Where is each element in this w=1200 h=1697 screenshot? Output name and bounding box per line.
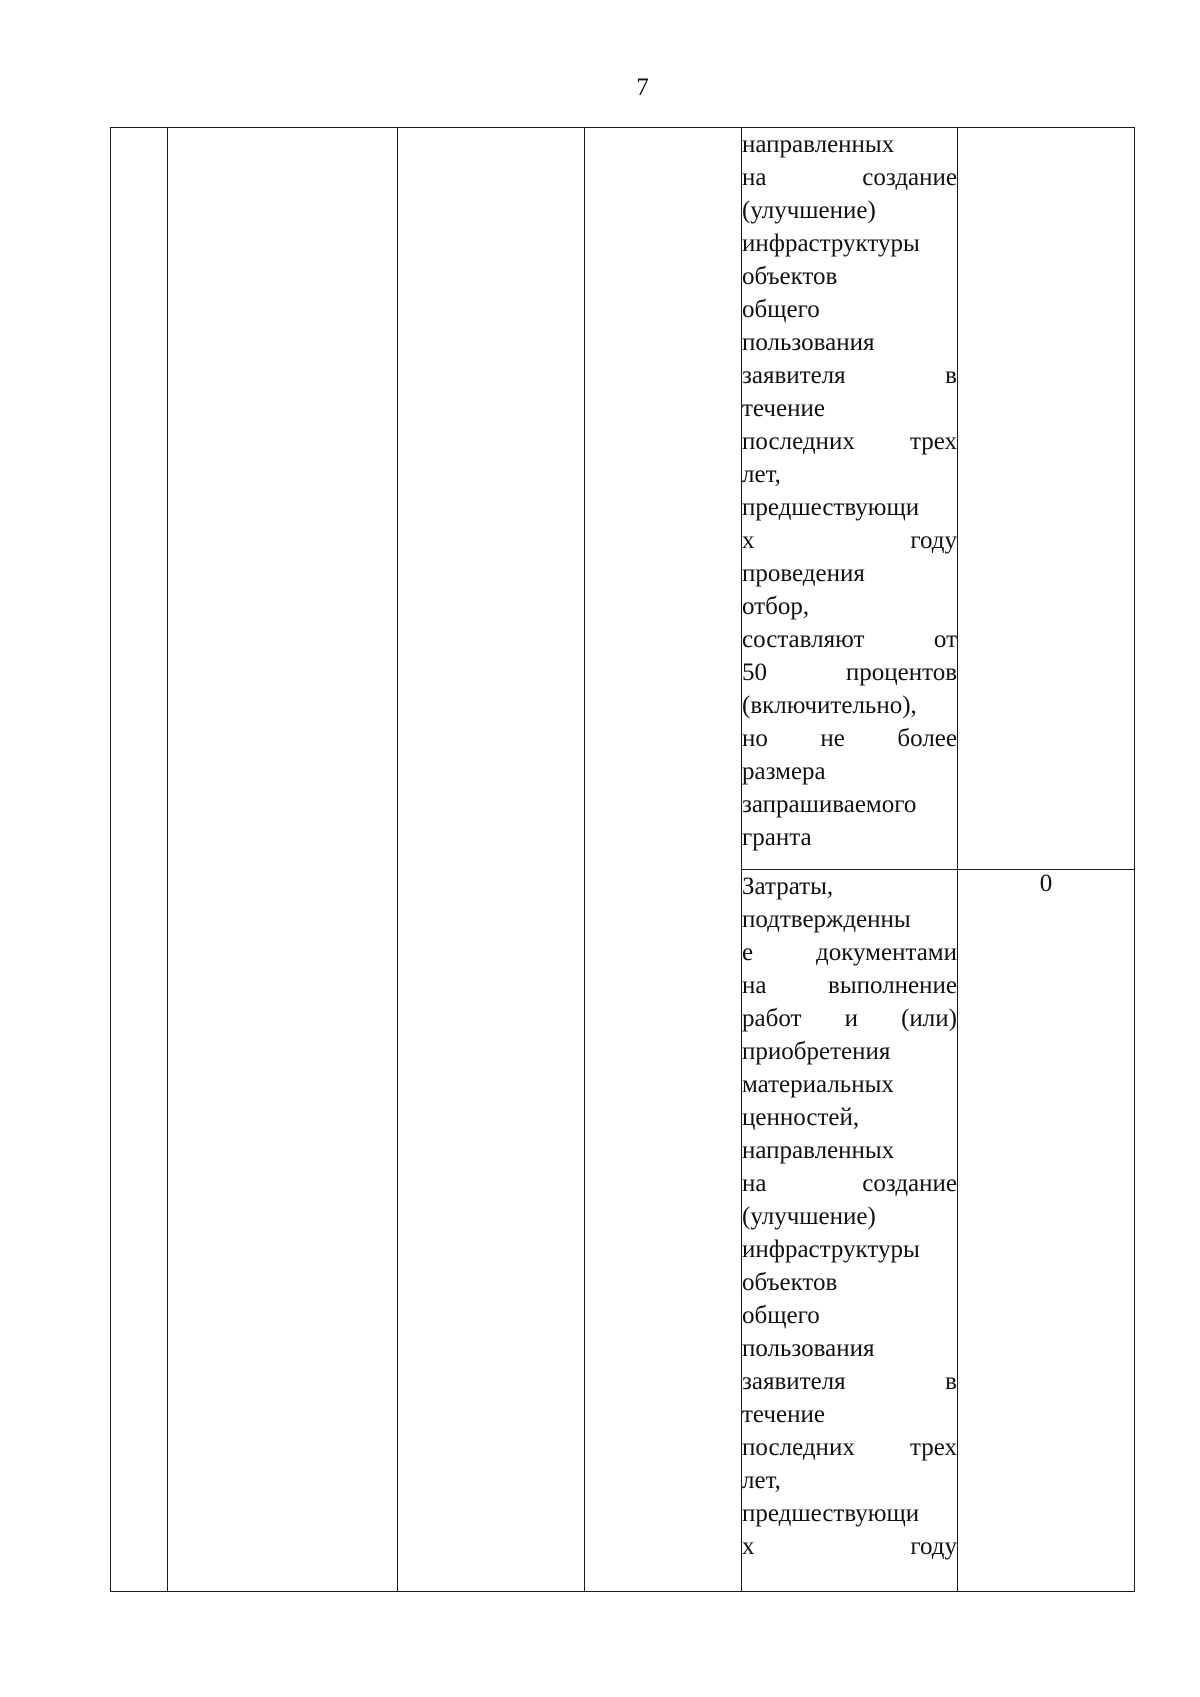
criterion-text-line: работ и (или): [742, 1005, 957, 1032]
criterion-text-line: подтвержденны: [742, 906, 911, 933]
criterion-text-line: предшествующи: [742, 1500, 920, 1527]
criterion-text-line: пользования: [742, 329, 875, 356]
name-cell: [168, 128, 398, 1592]
table-row: [111, 128, 1135, 870]
criterion-text-line: (включительно),: [742, 692, 917, 719]
criterion-text-line: течение: [742, 395, 825, 422]
criterion-text-line: материальных: [742, 1071, 894, 1098]
criterion-text-line: приобретения: [742, 1038, 891, 1065]
criterion-text-line: лет,: [742, 1467, 781, 1494]
criterion-text-line: ценностей,: [742, 1104, 860, 1131]
number-cell: [111, 128, 168, 1592]
weight-cell: [585, 128, 742, 1592]
criterion-text-line: последних трех: [742, 1434, 957, 1461]
criterion-text-line: на создание: [742, 164, 957, 191]
page-number: 7: [636, 74, 649, 101]
criterion-text-line: лет,: [742, 461, 781, 488]
criterion-text-line: (улучшение): [742, 197, 876, 224]
criterion-text-line: инфраструктуры: [742, 230, 920, 257]
criterion-text-line: пользования: [742, 1335, 875, 1362]
description-cell: [398, 128, 585, 1592]
criterion-text-line: предшествующи: [742, 494, 920, 521]
criterion-text-line: общего: [742, 1302, 820, 1329]
criterion-text-line: запрашиваемого: [742, 791, 917, 818]
criterion-text-line: Затраты,: [742, 873, 834, 900]
criteria-table: [110, 127, 1135, 1592]
score-cell: [958, 128, 1135, 870]
criterion-text-cell: [742, 128, 958, 870]
criterion-text-line: размера: [742, 758, 826, 785]
criterion-text-line: направленных: [742, 131, 895, 158]
criterion-text-line: х году: [742, 527, 957, 554]
criterion-text-line: но не более: [742, 725, 957, 752]
criterion-text-line: последних трех: [742, 428, 957, 455]
criterion-text-line: инфраструктуры: [742, 1236, 920, 1263]
criterion-text-line: (улучшение): [742, 1203, 876, 1230]
criterion-text-line: заявителя в: [742, 362, 957, 389]
criterion-text-line: е документами: [742, 939, 957, 966]
criterion-text-line: на выполнение: [742, 972, 957, 999]
criterion-text-cell: [742, 870, 958, 1592]
criterion-text-line: объектов: [742, 263, 838, 290]
score-cell: 0: [958, 870, 1135, 1592]
criterion-text-line: отбор,: [742, 593, 810, 620]
criterion-text-line: заявителя в: [742, 1368, 957, 1395]
criterion-text-line: 50 процентов: [742, 659, 957, 686]
criterion-text-line: общего: [742, 296, 820, 323]
criterion-text-line: течение: [742, 1401, 825, 1428]
criterion-text-line: проведения: [742, 560, 865, 587]
criterion-text-line: объектов: [742, 1269, 838, 1296]
criterion-text-line: гранта: [742, 824, 812, 851]
criterion-text-line: направленных: [742, 1137, 895, 1164]
criterion-text-line: х году: [742, 1533, 957, 1560]
criterion-text-line: на создание: [742, 1170, 957, 1197]
criterion-text-line: составляют от: [742, 626, 957, 653]
